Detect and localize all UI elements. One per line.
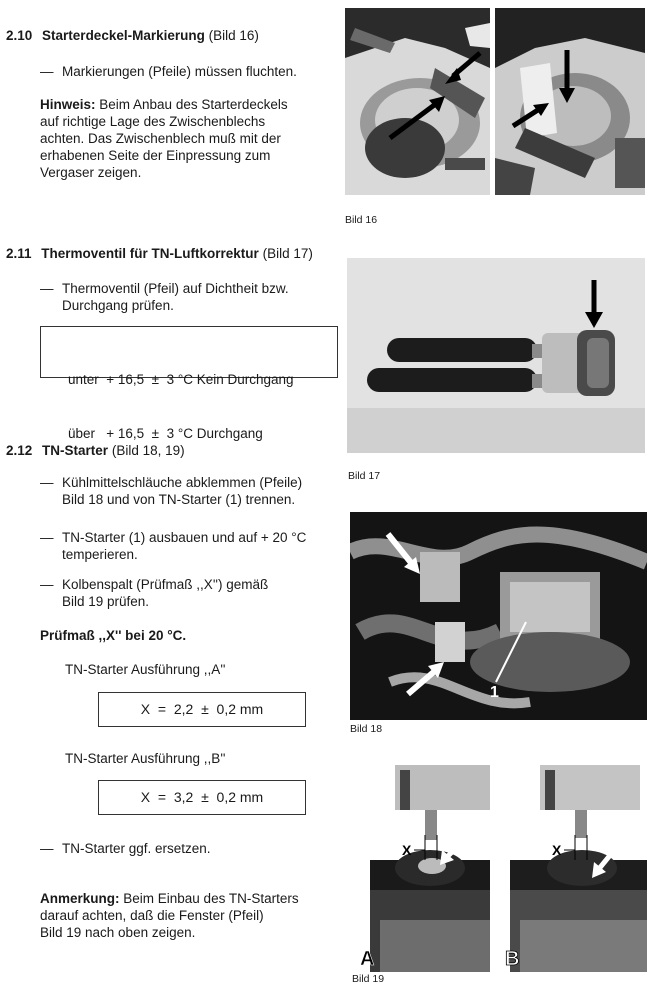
figure-caption: Bild 18 [350, 723, 383, 735]
section-heading-2-12 [6, 443, 185, 458]
list-item-text: TN-Starter ggf. ersetzen. [62, 841, 211, 856]
variant-marker: B [505, 948, 520, 970]
dimension-label: X [552, 842, 562, 858]
figure-16-photo [345, 8, 645, 195]
list-item-line: Durchgang prüfen. [62, 298, 174, 313]
bullet-dash: — [40, 577, 54, 592]
spec-box-b [98, 780, 306, 815]
spec-line: über + 16,5 ± 3 °C Durchgang [68, 426, 263, 441]
figure-reference: (Bild 17) [262, 246, 313, 261]
list-item-text [62, 474, 302, 508]
spec-value: X = 2,2 ± 0,2 mm [140, 701, 264, 717]
dimension-label: X [402, 842, 412, 858]
remark-label: Anmerkung: [40, 891, 120, 906]
spec-line: unter + 16,5 ± 3 °C Kein Durchgang [68, 372, 294, 387]
section-number: 2.11 [6, 246, 32, 261]
remark-text: darauf achten, daß die Fenster (Pfeil) [40, 908, 264, 923]
figure-caption: Bild 16 [345, 214, 378, 226]
section-title: TN-Starter [42, 443, 109, 458]
list-item-text [62, 529, 306, 563]
list-item-text [62, 576, 268, 610]
variant-label-b: TN-Starter Ausführung ,,B'' [65, 751, 226, 766]
spec-value: X = 3,2 ± 0,2 mm [140, 789, 264, 805]
note-text: achten. Das Zwischenblech muß mit der [40, 131, 281, 146]
list-item-text: Markierungen (Pfeile) müssen fluchten. [62, 64, 297, 79]
check-measure-heading: Prüfmaß ,,X'' bei 20 °C. [40, 628, 187, 643]
bullet-dash: — [40, 530, 54, 545]
remark-text: Beim Einbau des TN-Starters [119, 891, 299, 906]
thermovalve-image [347, 258, 645, 453]
engine-bay-tn-starter-image [350, 512, 647, 720]
list-item-line: Kolbenspalt (Prüfmaß ,,X'') gemäß [62, 577, 269, 592]
variant-marker: A [360, 948, 375, 970]
figure-reference: (Bild 18, 19) [111, 443, 185, 458]
bullet-dash: — [40, 475, 54, 490]
list-item-line: Bild 19 prüfen. [62, 594, 150, 609]
part-label: 1 [490, 684, 499, 701]
bullet-dash: — [40, 841, 54, 856]
carburetor-starter-cover-image [345, 8, 645, 195]
tn-starter-gap-image [350, 760, 647, 972]
note-text: Vergaser zeigen. [40, 165, 142, 180]
note-text: auf richtige Lage des Zwischenblechs [40, 114, 266, 129]
remark-paragraph [40, 890, 340, 941]
spec-box-a [98, 692, 306, 727]
note-label: Hinweis: [40, 97, 96, 112]
list-item-line: Thermoventil (Pfeil) auf Dichtheit bzw. [62, 281, 289, 296]
section-heading-2-10 [6, 28, 259, 43]
section-title: Thermoventil für TN-Luftkorrektur [41, 246, 259, 261]
bullet-dash: — [40, 64, 54, 79]
section-heading-2-11 [6, 246, 313, 261]
variant-label-a: TN-Starter Ausführung ,,A'' [65, 662, 226, 677]
figure-caption: Bild 19 [352, 973, 385, 985]
note-text: Beim Anbau des Starterdeckels [95, 97, 288, 112]
bullet-dash: — [40, 281, 54, 296]
list-item-line: Kühlmittelschläuche abklemmen (Pfeile) [62, 475, 303, 490]
section-number: 2.12 [6, 443, 33, 458]
figure-reference: (Bild 16) [208, 28, 259, 43]
list-item-line: temperieren. [62, 547, 138, 562]
remark-text: Bild 19 nach oben zeigen. [40, 925, 196, 940]
note-paragraph [40, 96, 340, 181]
section-title: Starterdeckel-Markierung [42, 28, 205, 43]
list-item-line: Bild 18 und von TN-Starter (1) trennen. [62, 492, 296, 507]
figure-18-photo [350, 512, 647, 720]
list-item-line: TN-Starter (1) ausbauen und auf + 20 °C [62, 530, 307, 545]
figure-19-photo [350, 760, 647, 972]
figure-17-photo [347, 258, 645, 453]
note-text: erhabenen Seite der Einpressung zum [40, 148, 271, 163]
list-item-text [62, 280, 289, 314]
figure-caption: Bild 17 [348, 470, 381, 482]
section-number: 2.10 [6, 28, 33, 43]
spec-box [40, 326, 338, 441]
